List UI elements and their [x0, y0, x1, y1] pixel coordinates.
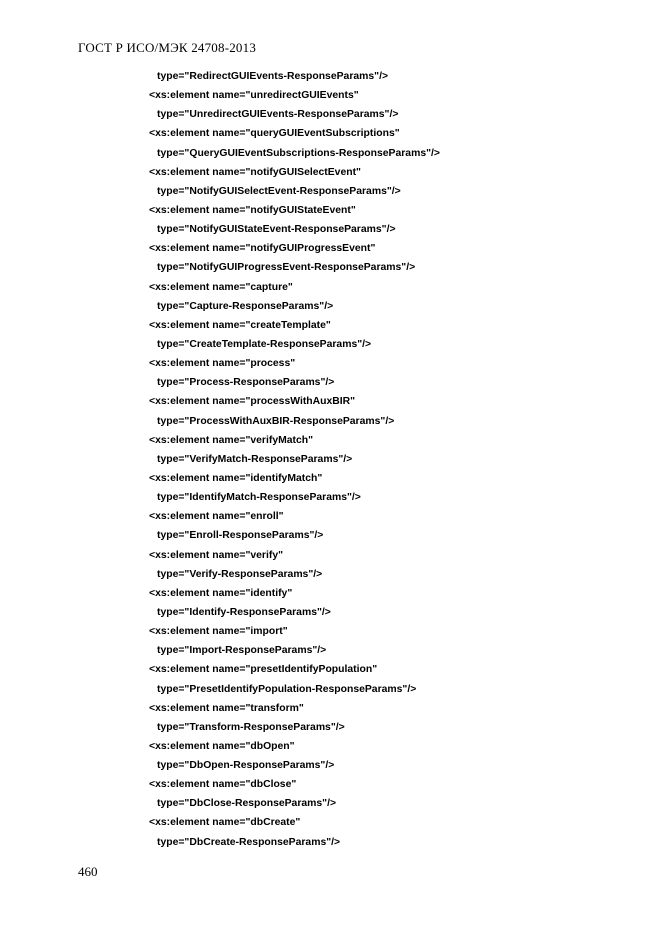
code-line: type="CreateTemplate-ResponseParams"/>: [157, 338, 372, 350]
code-line: type="DbClose-ResponseParams"/>: [157, 798, 337, 810]
code-line: type="NotifyGUIProgressEvent-ResponseParams"/>: [157, 262, 416, 274]
code-line: <xs:element name="notifyGUISelectEvent": [149, 166, 361, 178]
code-line: <xs:element name="identifyMatch": [149, 472, 323, 484]
code-line: <xs:element name="notifyGUIStateEvent": [149, 204, 356, 216]
code-line: <xs:element name="processWithAuxBIR": [149, 396, 356, 408]
code-line: type="IdentifyMatch-ResponseParams"/>: [157, 492, 361, 504]
code-line: <xs:element name="notifyGUIProgressEvent": [149, 243, 376, 255]
code-line: type="DbCreate-ResponseParams"/>: [157, 836, 341, 848]
code-line: <xs:element name="dbOpen": [149, 740, 295, 752]
code-line: <xs:element name="unredirectGUIEvents": [149, 90, 359, 102]
code-line: type="QueryGUIEventSubscriptions-ResponseParams"/>: [157, 147, 440, 159]
code-line: <xs:element name="import": [149, 626, 288, 638]
code-line: type="PresetIdentifyPopulation-ResponseParams"/>: [157, 683, 417, 695]
code-line: type="VerifyMatch-ResponseParams"/>: [157, 453, 353, 465]
code-line: type="Enroll-ResponseParams"/>: [157, 530, 324, 542]
code-line: type="UnredirectGUIEvents-ResponseParams"/>: [157, 109, 399, 121]
code-line: <xs:element name="transform": [149, 702, 304, 714]
code-line: type="Verify-ResponseParams"/>: [157, 568, 323, 580]
code-line: <xs:element name="capture": [149, 281, 293, 293]
code-line: type="Import-ResponseParams"/>: [157, 645, 327, 657]
code-line: type="Capture-ResponseParams"/>: [157, 300, 334, 312]
code-line: type="RedirectGUIEvents-ResponseParams"/>: [157, 71, 389, 82]
code-line: type="Identify-ResponseParams"/>: [157, 606, 331, 618]
code-line: type="ProcessWithAuxBIR-ResponseParams"/>: [157, 415, 395, 427]
xml-schema-code-block: [0, 67, 662, 852]
code-line: type="NotifyGUIStateEvent-ResponseParams"/>: [157, 224, 396, 236]
code-line: <xs:element name="presetIdentifyPopulation": [149, 664, 378, 676]
code-line: <xs:element name="verifyMatch": [149, 434, 314, 446]
page-number: 460: [78, 864, 98, 879]
code-line: type="DbOpen-ResponseParams"/>: [157, 760, 335, 772]
code-line: type="Transform-ResponseParams"/>: [157, 721, 345, 733]
code-line: type="Process-ResponseParams"/>: [157, 377, 335, 389]
code-line: <xs:element name="createTemplate": [149, 319, 331, 331]
code-line: type="NotifyGUISelectEvent-ResponseParams"/>: [157, 185, 401, 197]
code-line: <xs:element name="enroll": [149, 511, 284, 523]
document-header: ГОСТ Р ИСО/МЭК 24708-2013: [78, 40, 257, 55]
code-line: <xs:element name="dbClose": [149, 779, 297, 791]
code-line: <xs:element name="process": [149, 358, 296, 370]
code-line: <xs:element name="identify": [149, 587, 293, 599]
code-line: <xs:element name="verify": [149, 549, 284, 561]
code-line: <xs:element name="queryGUIEventSubscriptions": [149, 128, 400, 140]
code-line: <xs:element name="dbCreate": [149, 817, 301, 829]
